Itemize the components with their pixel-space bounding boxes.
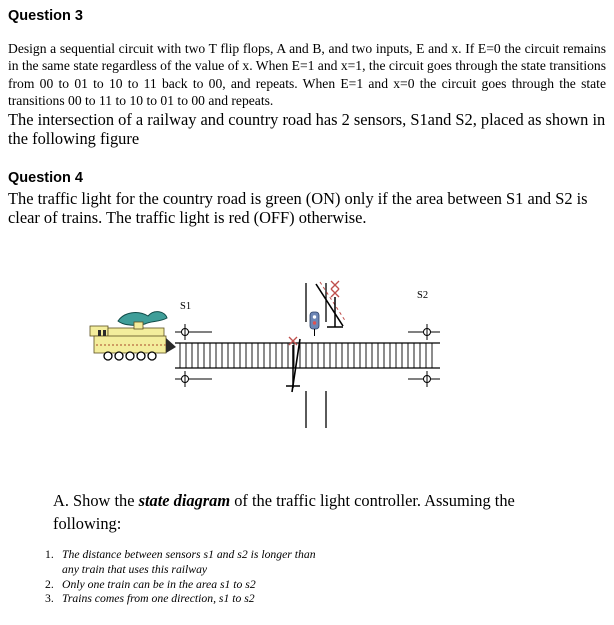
question-4-body: The traffic light for the country road is green (ON) only if the area between S1 and S2 is clear of trains. The traffic light is red (OFF) otherwise. <box>8 189 588 227</box>
question-3-body: Design a sequential circuit with two T flip flops, A and B, and two inputs, E and x. If E=0 the circuit remains in the same state regardless of the value of x. When E=1 and x=1, the circuit goes through the state transitions from 00 to 01 to 10 to 11 back to 00, and repeats. When E=1 and x=0 the circuit goes through the state transitions 00 to 11 to 10 to 01 to 00 and repeats. <box>8 41 606 108</box>
assumptions-list <box>45 548 322 607</box>
train-locomotive-icon <box>90 312 176 360</box>
list-item <box>45 592 322 607</box>
sensor-wires <box>175 332 440 379</box>
crossing-gate-upper-icon <box>316 281 346 327</box>
railway-track <box>175 343 440 368</box>
list-item <box>45 548 322 578</box>
sensor-s2-label: S2 <box>417 290 429 301</box>
sensor-s1-label: S1 <box>180 301 192 312</box>
question-3-heading: Question 3 <box>8 8 83 24</box>
railway-intro-text: The intersection of a railway and country road has 2 sensors, S1and S2, placed as shown in the following figure <box>8 110 606 148</box>
country-road <box>306 283 326 428</box>
list-item <box>45 578 322 593</box>
part-a-prefix: A. Show the <box>53 491 139 510</box>
sensor-s1-marker <box>182 324 189 387</box>
list-item-number: 1. <box>45 548 54 561</box>
list-item-number: 3. <box>45 592 54 606</box>
list-item-text: Only one train can be in the area s1 to s2 <box>62 577 256 591</box>
list-item-number: 2. <box>45 577 54 591</box>
part-a-emphasis: state diagram <box>138 491 231 510</box>
traffic-light-icon <box>310 312 319 336</box>
part-a-prompt <box>53 489 583 535</box>
railway-crossing-figure <box>0 268 614 438</box>
list-item-text: Trains comes from one direction, s1 to s2 <box>62 592 255 606</box>
list-item-text: The distance between sensors s1 and s2 is longer than any train that uses this railway <box>62 548 316 576</box>
question-4-heading: Question 4 <box>8 170 83 186</box>
part-a-suffix: of the traffic light controller. Assuming the following: <box>53 491 515 533</box>
sensor-s2-marker <box>424 324 431 387</box>
